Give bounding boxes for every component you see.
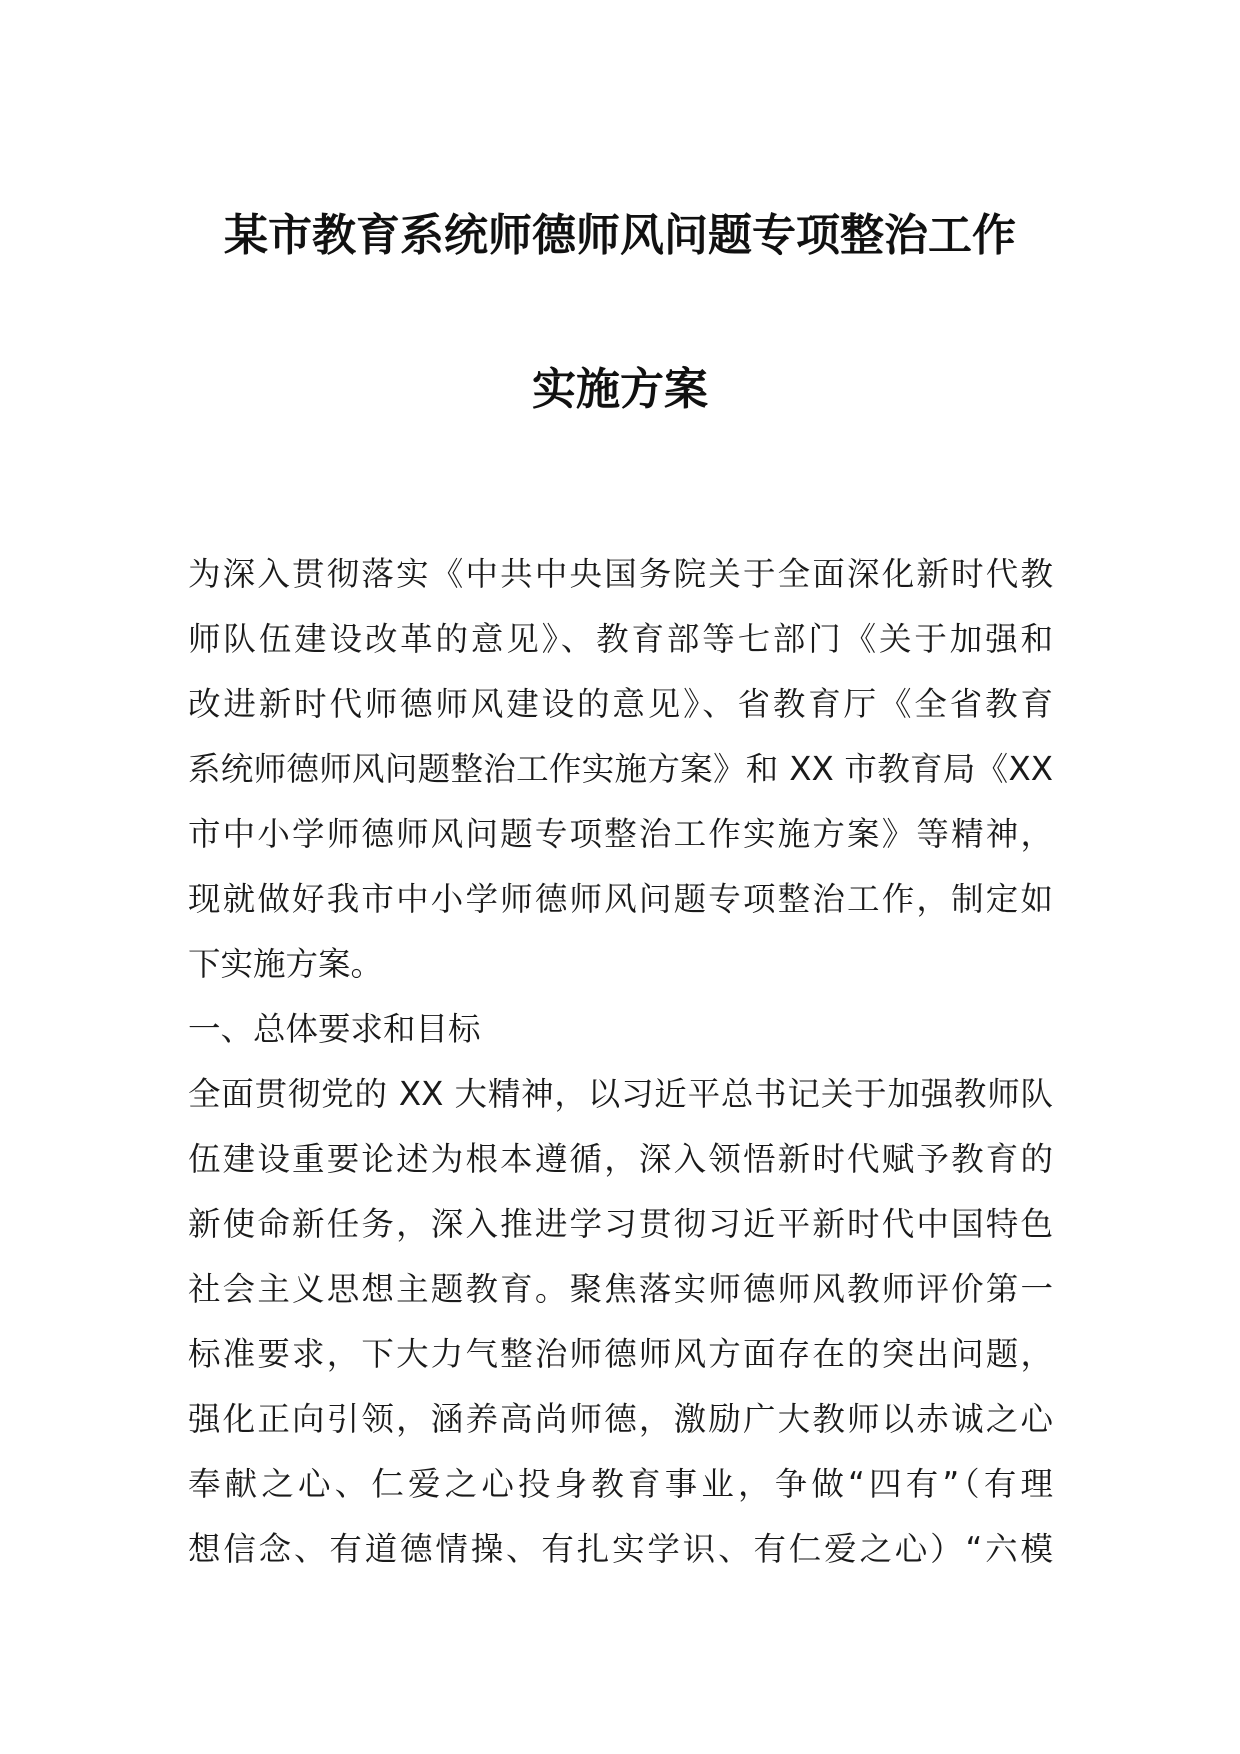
body-line: 改进新时代师德师风建设的意见》、省教育厅《全省教育 — [188, 685, 1053, 723]
document-title-line-1: 某市教育系统师德师风问题专项整治工作 — [224, 210, 1016, 261]
body-line: 想信念、有道德情操、有扎实学识、有仁爱之心）“六模 — [188, 1530, 1053, 1568]
document-title-line-2: 实施方案 — [532, 364, 708, 415]
document-body — [188, 542, 1053, 1582]
body-line: 强化正向引领，涵养高尚师德，激励广大教师以赤诚之心 — [188, 1400, 1053, 1438]
body-line: 全面贯彻党的 XX 大精神，以习近平总书记关于加强教师队 — [188, 1075, 1053, 1113]
body-line: 社会主义思想主题教育。聚焦落实师德师风教师评价第一 — [188, 1270, 1053, 1308]
body-line: 伍建设重要论述为根本遵循，深入领悟新时代赋予教育的 — [188, 1140, 1053, 1178]
body-line: 标准要求，下大力气整治师德师风方面存在的突出问题， — [188, 1335, 1053, 1373]
body-line: 现就做好我市中小学师德师风问题专项整治工作，制定如 — [188, 880, 1053, 918]
body-line: 市中小学师德师风问题专项整治工作实施方案》等精神， — [188, 815, 1053, 853]
body-line: 师队伍建设改革的意见》、教育部等七部门《关于加强和 — [188, 620, 1053, 658]
body-line: 下实施方案。 — [188, 945, 384, 983]
body-line: 系统师德师风问题整治工作实施方案》和 XX 市教育局《XX — [188, 750, 1053, 788]
body-line: 为深入贯彻落实《中共中央国务院关于全面深化新时代教 — [188, 555, 1053, 593]
body-line: 新使命新任务，深入推进学习贯彻习近平新时代中国特色 — [188, 1205, 1053, 1243]
section-heading: 一、总体要求和目标 — [188, 1010, 481, 1048]
body-line: 奉献之心、仁爱之心投身教育事业，争做“四有”（有理 — [188, 1465, 1053, 1503]
